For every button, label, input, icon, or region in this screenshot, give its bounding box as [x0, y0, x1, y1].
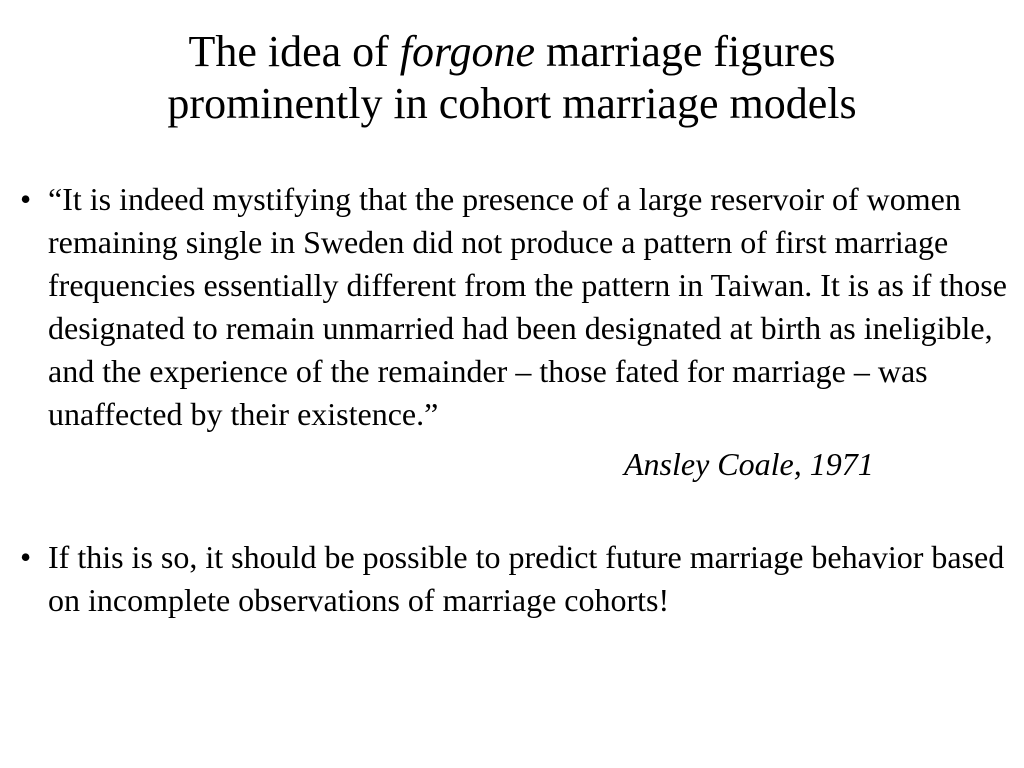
title-text-part2: marriage figures — [535, 27, 836, 76]
title-text-line2: prominently in cohort marriage models — [167, 79, 857, 128]
quote-attribution: Ansley Coale, 1971 — [624, 446, 874, 482]
title-text-part1: The idea of — [188, 27, 400, 76]
slide-title — [0, 26, 1024, 130]
quote-text: “It is indeed mystifying that the presence of a large reservoir of women remaining single in Sweden did not produce a pattern of first marriage frequencies essentially different from the pattern in Taiwan. It is as if those designated to remain unmarried had been designated at birth as ineligible, and the experience of the remainder – those fated for marriage – was unaffected by their existence.” — [48, 181, 1007, 432]
title-emphasis: forgone — [399, 27, 536, 76]
conclusion-text: If this is so, it should be possible to predict future marriage behavior based on incomplete observations of marriage cohorts! — [48, 539, 1005, 618]
bullet-list — [20, 178, 1020, 622]
bullet-marker: • — [20, 181, 32, 217]
bullet-quote — [20, 178, 1020, 486]
bullet-conclusion — [20, 536, 1020, 622]
bullet-marker: • — [20, 539, 32, 575]
